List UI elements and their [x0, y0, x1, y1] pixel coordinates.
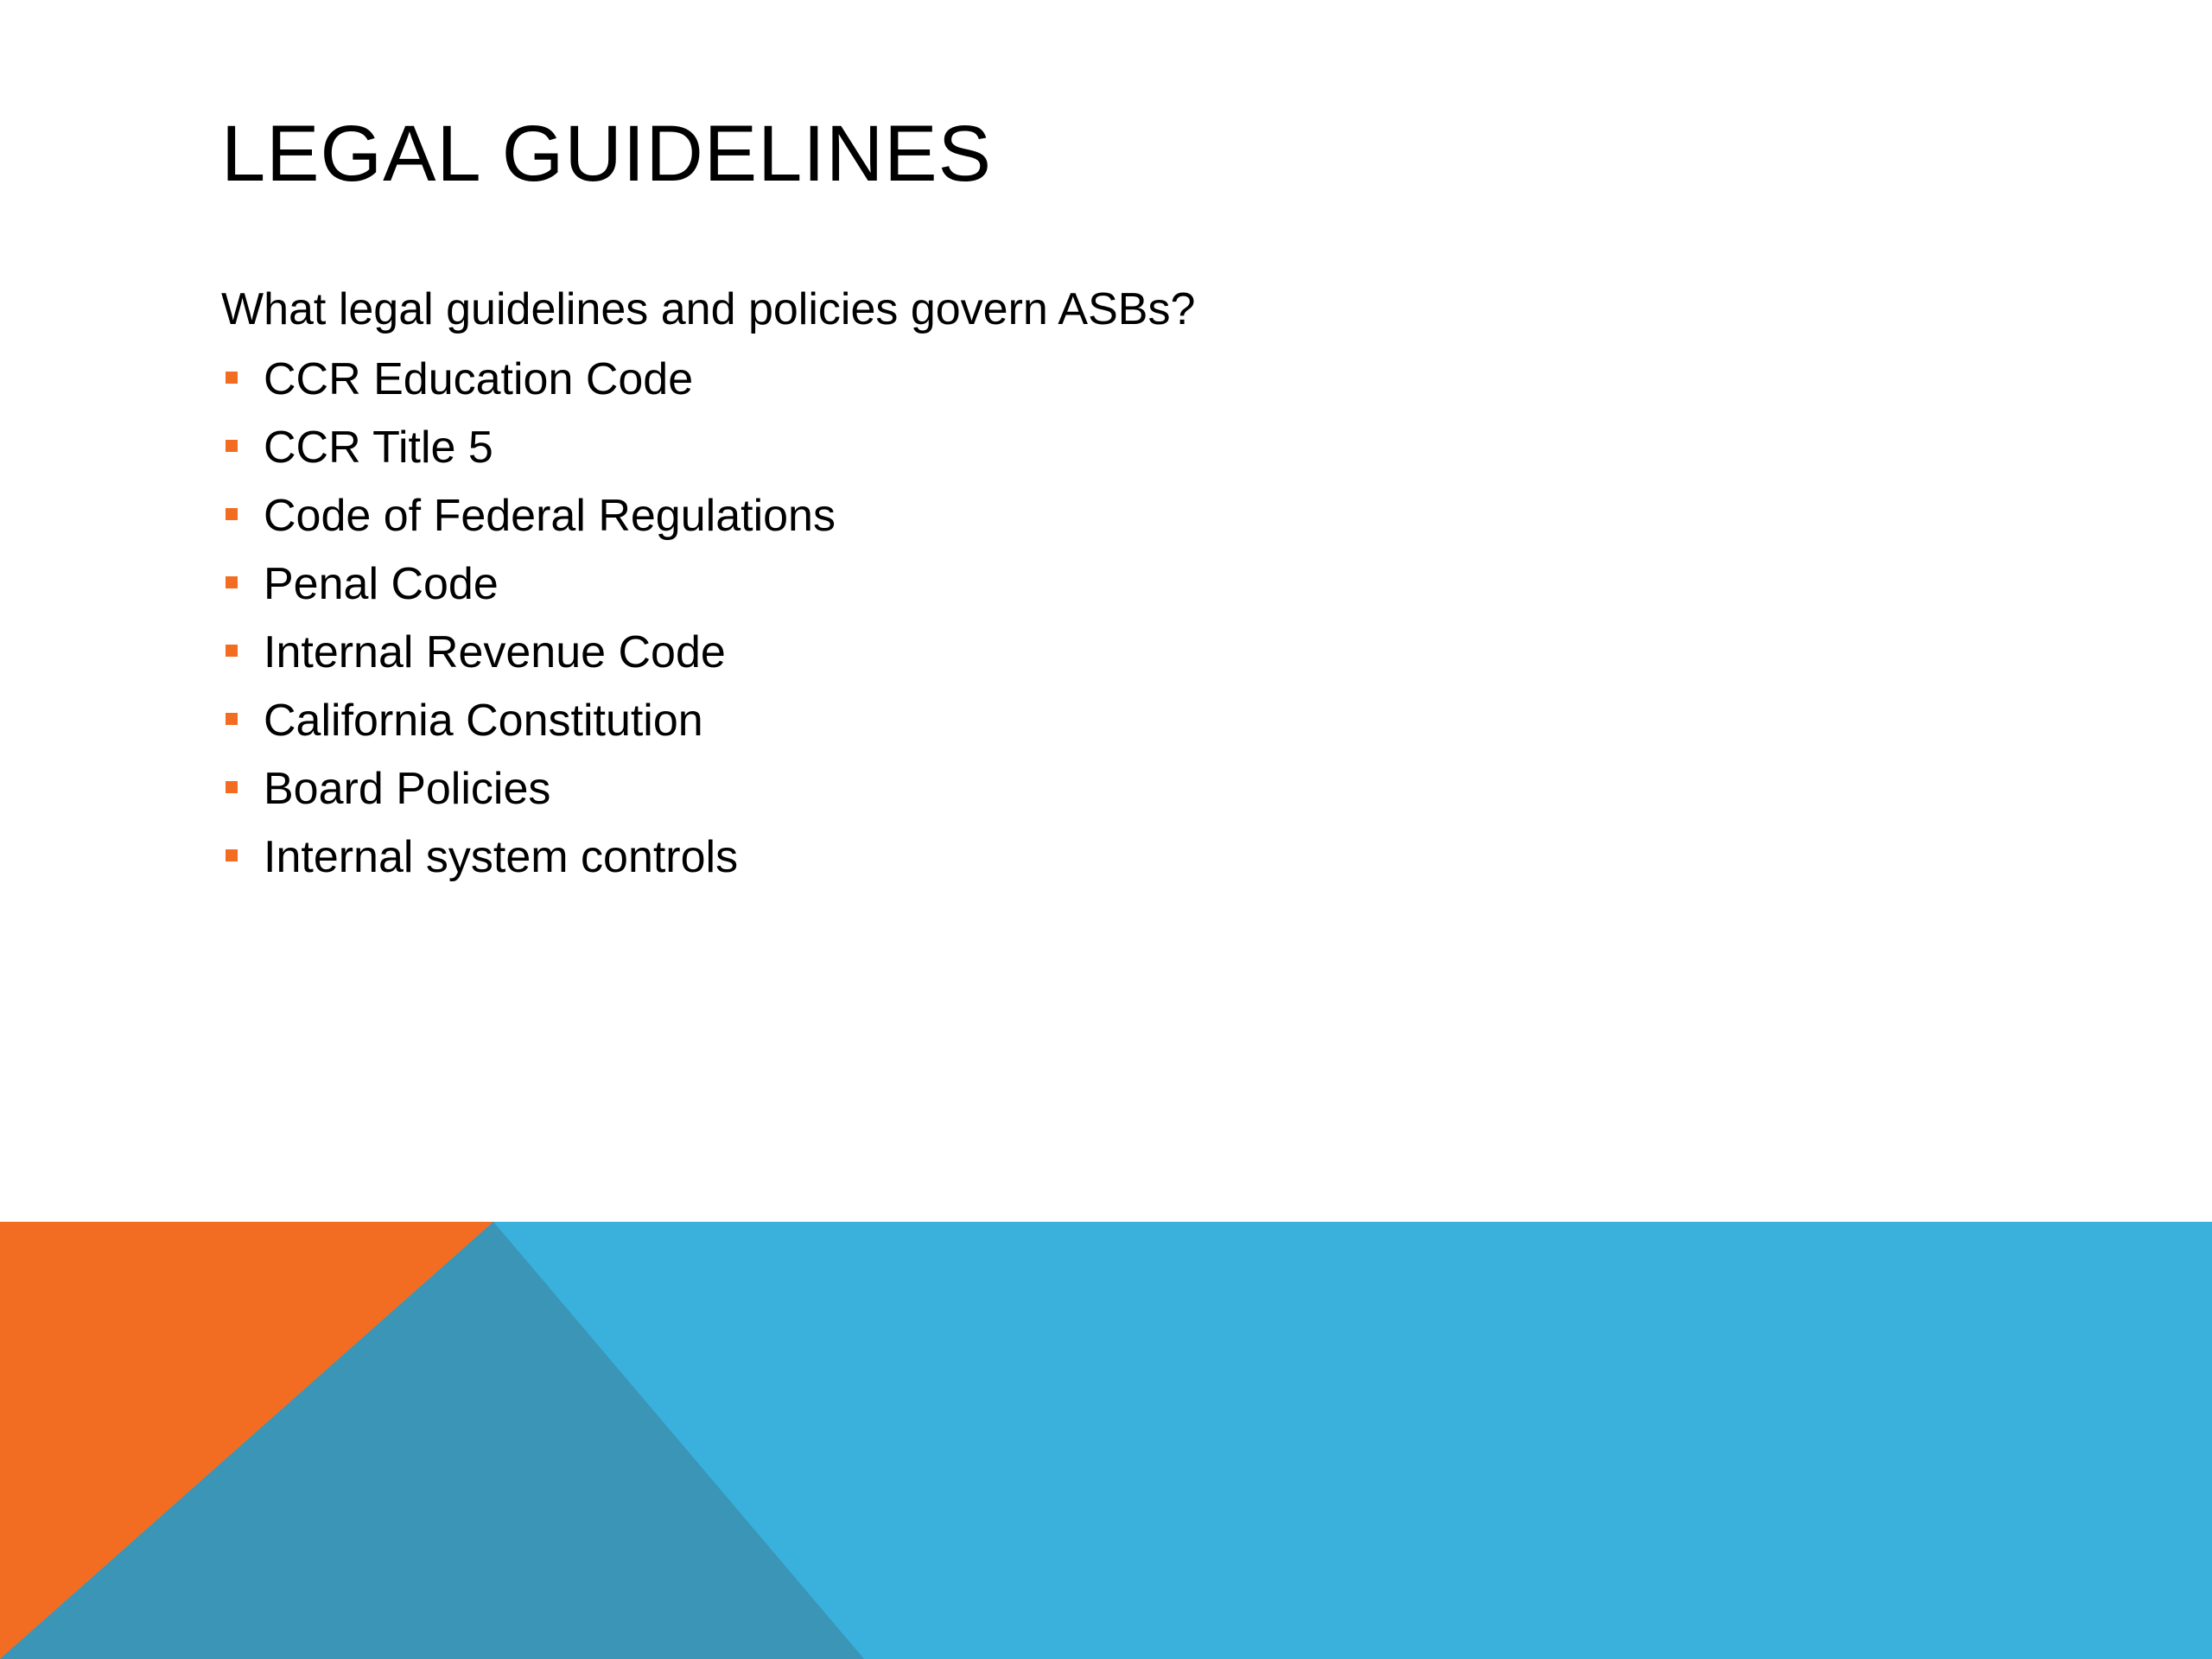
- bullet-list: [221, 346, 1949, 892]
- list-item-label: Internal Revenue Code: [264, 627, 726, 677]
- orange-square-bullet-icon: [226, 713, 238, 725]
- list-item-label: Internal system controls: [264, 832, 739, 882]
- orange-square-bullet-icon: [226, 372, 238, 384]
- list-item-label: California Constitution: [264, 696, 703, 746]
- list-item: [221, 823, 1949, 892]
- orange-square-bullet-icon: [226, 781, 238, 793]
- list-item: [221, 755, 1949, 823]
- slide-title: LEGAL GUIDELINES: [221, 110, 993, 198]
- orange-square-bullet-icon: [226, 440, 238, 452]
- list-item-label: CCR Education Code: [264, 354, 694, 404]
- list-item: [221, 619, 1949, 687]
- orange-square-bullet-icon: [226, 849, 238, 861]
- list-item: [221, 482, 1949, 550]
- list-item-label: Board Policies: [264, 764, 551, 814]
- list-item-label: Code of Federal Regulations: [264, 491, 836, 541]
- decorative-footer-band: [0, 1222, 2212, 1659]
- list-item: [221, 346, 1949, 414]
- slide-body: [221, 278, 1949, 892]
- body-question: What legal guidelines and policies govern ASBs?: [221, 284, 1196, 334]
- list-item-label: Penal Code: [264, 559, 499, 609]
- orange-square-bullet-icon: [226, 645, 238, 657]
- orange-square-bullet-icon: [226, 576, 238, 588]
- list-item: [221, 687, 1949, 755]
- list-item-label: CCR Title 5: [264, 423, 493, 473]
- orange-square-bullet-icon: [226, 508, 238, 520]
- list-item: [221, 414, 1949, 482]
- list-item: [221, 550, 1949, 619]
